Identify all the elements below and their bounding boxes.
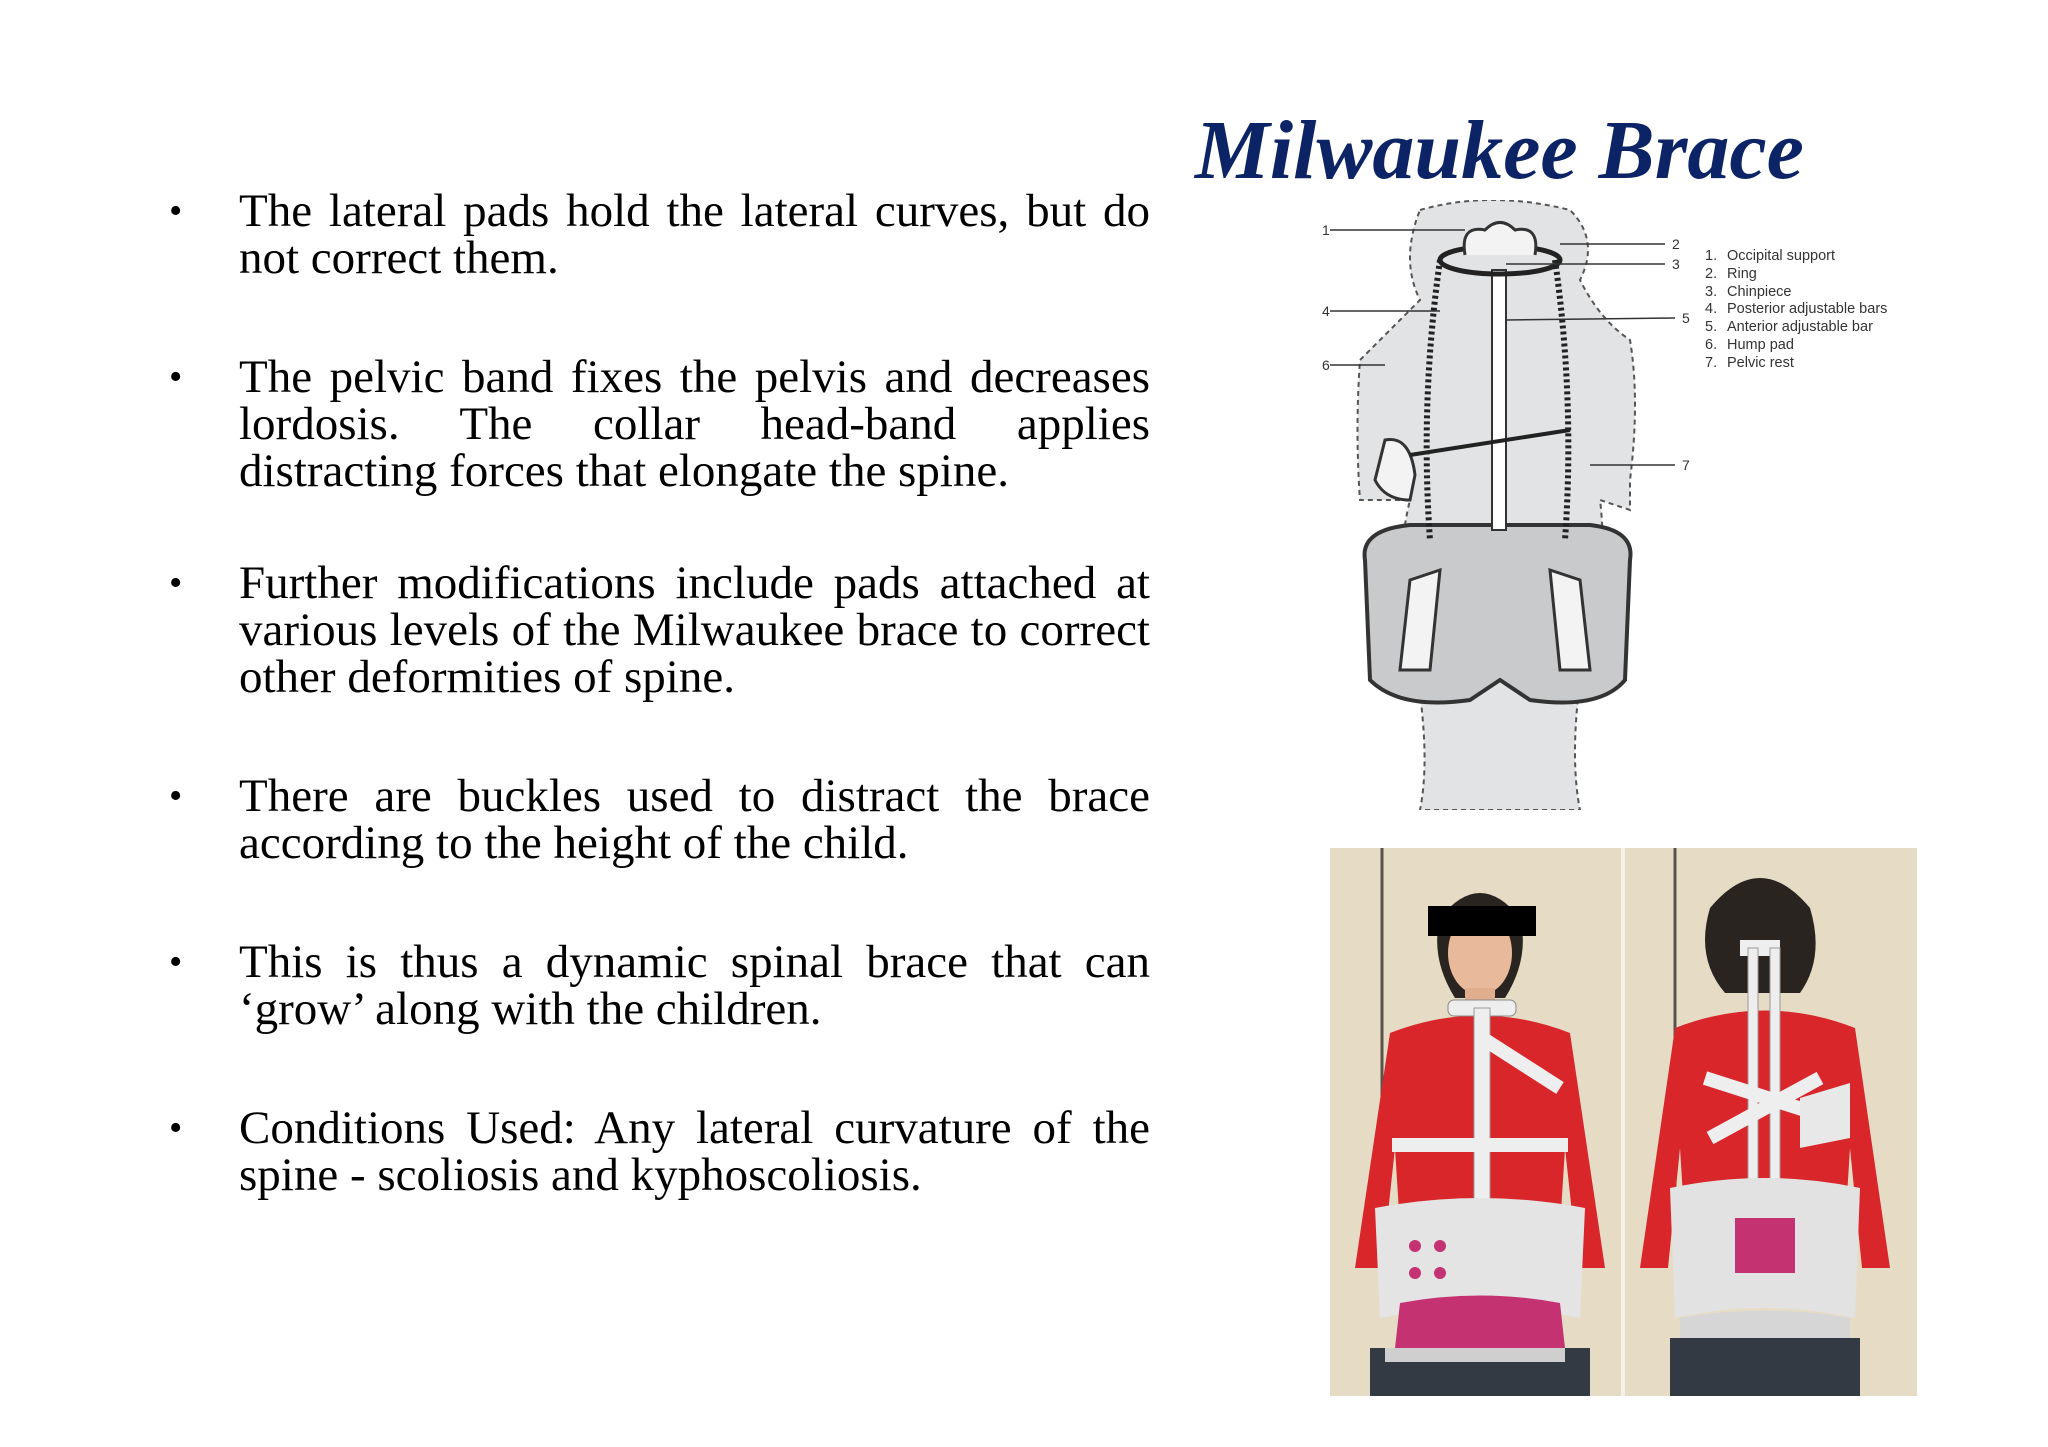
callout-2: 2: [1672, 236, 1680, 252]
bullet-text: The pelvic band fixes the pelvis and decreases lordosis. The collar head-band applies distracting forces that elongate the spine.: [239, 351, 1150, 497]
slide-title: Milwaukee Brace: [1195, 104, 1804, 197]
legend-item: 1. Occipital support: [1705, 248, 1835, 264]
bullet-dot-icon: •: [169, 356, 183, 398]
bullet-dot-icon: •: [169, 775, 183, 817]
callout-6: 6: [1322, 357, 1330, 373]
brace-photo: [1330, 848, 1917, 1396]
bullet-item: [165, 770, 1150, 869]
callout-7: 7: [1682, 457, 1690, 473]
callout-1: 1: [1322, 222, 1330, 238]
diagram-legend: [1705, 248, 1920, 373]
bullet-text: The lateral pads hold the lateral curves, but do not correct them.: [239, 185, 1150, 284]
bullet-item: [165, 185, 1150, 284]
bullet-text: Further modifications include pads attached at various levels of the Milwaukee brace to correct other deformities of spine.: [239, 557, 1150, 703]
anterior-bar: [1492, 270, 1506, 530]
bullet-dot-icon: •: [169, 1107, 183, 1149]
bullet-text: This is thus a dynamic spinal brace that can ‘grow’ along with the children.: [239, 936, 1150, 1035]
legend-item: 7. Pelvic rest: [1705, 354, 1794, 371]
bullet-dot-icon: •: [169, 941, 183, 983]
bullet-dot-icon: •: [169, 190, 183, 232]
bullet-text: There are buckles used to distract the brace according to the height of the child.: [239, 770, 1150, 869]
legend-item: 2. Ring: [1705, 265, 1757, 282]
legend-item: 6. Hump pad: [1705, 336, 1794, 353]
bullet-list: [165, 185, 1150, 1271]
callout-4: 4: [1322, 303, 1330, 319]
legend-item: 3. Chinpiece: [1705, 283, 1792, 300]
brace-photo-illustration: [1330, 848, 1917, 1396]
bullet-item: [165, 351, 1150, 497]
bullet-item: [165, 1102, 1150, 1201]
bullet-text: Conditions Used: Any lateral curvature of the spine - scoliosis and kyphoscoliosis.: [239, 1102, 1150, 1201]
legend-item: 4. Posterior adjustable bars: [1705, 301, 1888, 318]
eye-censor-bar: [1428, 906, 1536, 936]
callout-5: 5: [1682, 310, 1690, 326]
pelvic-girdle: [1365, 525, 1631, 703]
bullet-item: [165, 936, 1150, 1035]
bullet-item: [165, 557, 1150, 703]
legend-item: 5. Anterior adjustable bar: [1705, 319, 1873, 336]
callout-3: 3: [1672, 256, 1680, 272]
bullet-dot-icon: •: [169, 562, 183, 604]
